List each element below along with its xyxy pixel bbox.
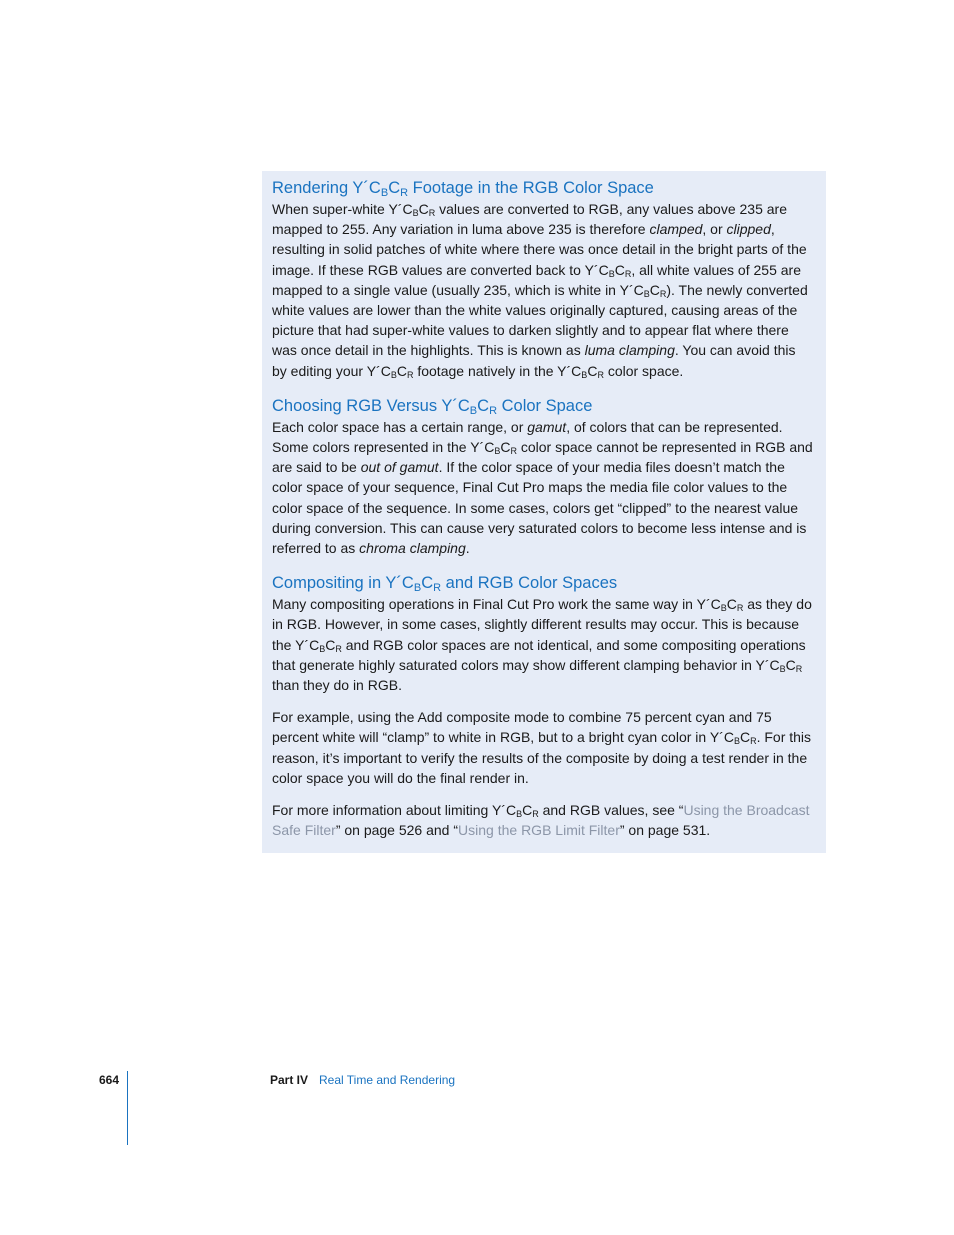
heading-choosing: Choosing RGB Versus $Y´C_BC_R$ Color Space [272,396,593,417]
page-number: 664 [99,1073,120,1087]
link-broadcast-safe-filter[interactable]: Using the Broadcast Safe Filter [272,802,810,839]
link-rgb-limit-filter[interactable]: Using the RGB Limit Filter [458,822,620,839]
heading-rendering: Rendering $Y´C_BC_R$ Footage in the RGB Color Space [272,179,654,199]
paragraph-rendering: When super-white $Y´C_BC_R$ values are converted to RGB, any values above 235 are mapped to 255. Any variation in luma above 235 is therefore clamped, or clipped, resulting in solid patches of white where there was once detail in the bright parts of the image. If these RGB values are converted back to $Y´C_BC_R$, all white values of 255 are mapped to a single value (usually 235, which is white in $Y´C_BC_R$). The newly converted white values are lower than the white values originally captured, causing areas of the picture that had super-white values to darken slightly and to appear flat where there was once detail in the highlights. This is known as luma clamping. You can avoid this by editing your $Y´C_BC_R$ footage natively in the $Y´C_BC_R$ color space. [272,201,808,380]
paragraph-compositing-2: For example, using the Add composite mode to combine 75 percent cyan and 75 percent white will “clamp” to white in RGB, but to a bright cyan color in $Y´C_BC_R$. For this reason, it’s important to verify the results of the composite by doing a test render in the color space you will do the final render in. [272,709,812,786]
footer-chapter: Real Time and Rendering [319,1073,456,1087]
paragraph-compositing-1: Many compositing operations in Final Cut Pro work the same way in $Y´C_BC_R$ as they do in RGB. However, in some cases, slightly different results may occur. This is because the $Y´C_BC_R$ and RGB color spaces are not identical, and some compositing operations that generate highly saturated colors may show different clamping behavior in $Y´C_BC_R$ than they do in RGB. [272,596,812,694]
footer-rule [127,1071,128,1145]
heading-compositing: Compositing in $Y´C_BC_R$ and RGB Color Spaces [272,574,618,595]
content-box [262,171,826,853]
footer-part: Part IV [270,1073,309,1087]
paragraph-choosing: Each color space has a certain range, or gamut, of colors that can be represented. Some colors represented in the $Y´C_BC_R$ color space cannot be represented in RGB and are said to be out of gamut. If the color space of your media files doesn’t match the color space of your sequence, Final Cut Pro maps the media file color values to the color space of the sequence. In some cases, colors get “clipped” to the nearest value during conversion. This can cause very saturated colors to become less intense and is referred to as chroma clamping. [272,418,813,557]
paragraph-compositing-3: For more information about limiting $Y´C_BC_R$ and RGB values, see “Using the Broadcast Safe Filter” on page 526 and “Using the RGB Limit Filter” on page 531. [272,802,810,839]
